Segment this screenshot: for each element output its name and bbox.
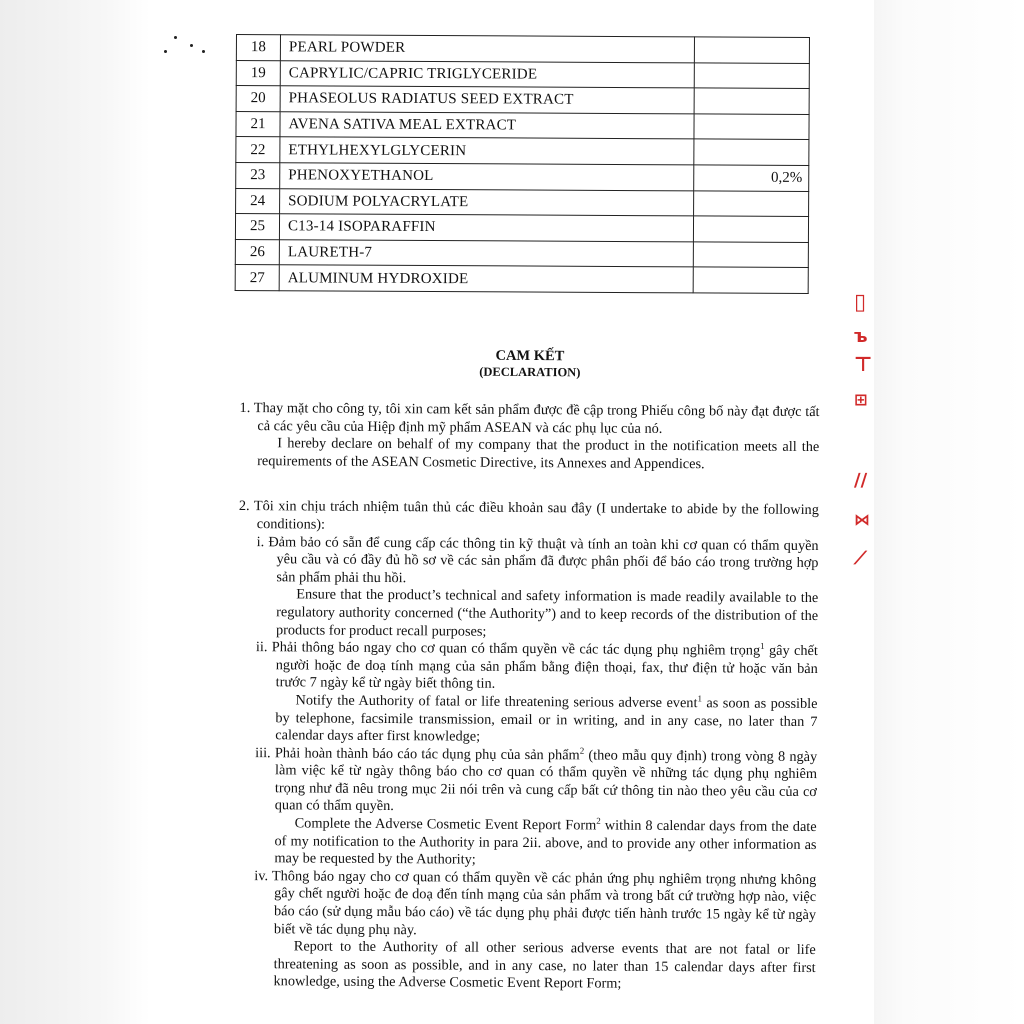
condition-iv-vietnamese: iv. Thông báo ngay cho cơ quan có thẩm quyền về các phản ứng phụ nghiêm trọng nhưng không gây chết người hoặc đe doạ đến tính mạng của sản phẩm và trong bất cứ trường hợp nào, việc báo cáo (sử dụng mẫu báo cáo) về tác dụng phụ phải được tiến hành trước 15 ngày kể từ ngày biết về tác dụng phụ này. (254, 867, 817, 938)
declaration-title: CAM KẾT (495, 347, 565, 365)
ingredient-number: 22 (236, 137, 280, 163)
condition-i-english: Ensure that the product’s technical and safety information is made readily available to the regulatory authority concerned (“the Authority”) and to keep records of the distribution of the products for product recall purposes; (275, 586, 819, 640)
scan-specks (160, 20, 220, 60)
ingredient-concentration (694, 139, 809, 165)
declaration-subtitle: (DECLARATION) (479, 364, 581, 380)
condition-iii-vietnamese: iii. Phải hoàn thành báo cáo tác dụng phụ của sản phẩm$^2$ (theo mẫu quy định) trong vòng 8 ngày làm việc kể từ ngày thông báo cho cơ quan có thẩm quyền về những tác dụng phụ nghiêm trọng như đã nêu trong mục 2ii nói trên và cung cấp bất cứ thông tin nào theo yêu cầu của cơ quan có thẩm quyền. (255, 744, 818, 815)
ingredient-number: 21 (236, 111, 280, 137)
condition-ii-english: Notify the Authority of fatal or life threatening serious adverse event$^1$ as soon as possible by telephone, facsimile transmission, email or in writing, and in any case, no later than 7 calendar days after first knowledge; (275, 692, 818, 745)
ingredient-concentration (693, 267, 808, 293)
item1-english: I hereby declare on behalf of my company that the product in the notification meets all the requirements of the ASEAN Cosmetic Directive, its Annexes and Appendices. (257, 435, 820, 473)
ingredient-name: PHENOXYETHANOL (280, 163, 694, 191)
ingredient-number: 18 (236, 35, 280, 61)
ingredient-concentration: 0,2% (694, 165, 809, 191)
page-right-shadow (874, 0, 1024, 1024)
ingredient-row (236, 137, 809, 166)
page-left-shadow (0, 0, 150, 1024)
ingredient-concentration (693, 242, 808, 268)
ingredient-row (235, 265, 808, 294)
ingredient-name: AVENA SATIVA MEAL EXTRACT (280, 112, 694, 140)
ingredient-concentration (694, 190, 809, 216)
item2-intro: 2. Tôi xin chịu trách nhiệm tuân thủ các điều khoản sau đây (I undertake to abide by the following conditions): (238, 498, 819, 533)
condition-iii-english: Complete the Adverse Cosmetic Event Report Form$^2$ within 8 calendar days from the date of my notification to the Authority in para 2ii. above, and to provide any other information as may be requested by the Authority; (274, 815, 817, 868)
ingredient-concentration (694, 114, 809, 140)
ingredient-row (235, 239, 808, 268)
declaration-section (235, 346, 819, 995)
ingredient-row (236, 188, 809, 217)
ingredient-row (235, 214, 808, 243)
ingredient-name: ALUMINUM HYDROXIDE (279, 265, 693, 293)
ingredients-table (235, 34, 810, 294)
ingredient-name: CAPRYLIC/CAPRIC TRIGLYCERIDE (280, 60, 694, 88)
red-seal-stamp-mark: ▯ ъ ⊤ ⊞ ∕∕ ⋈ ⟋ (854, 290, 873, 569)
ingredient-row (236, 35, 809, 64)
ingredient-row (236, 86, 809, 115)
ingredient-number: 19 (236, 60, 280, 86)
condition-ii-vietnamese: ii. Phải thông báo ngay cho cơ quan có thẩm quyền về các tác dụng phụ nghiêm trọng$^1$ gây chết người hoặc đe doạ tính mạng của sản phẩm bằng điện thoại, fax, thư điện tử hoặc văn bản trước 7 ngày kể từ ngày biết thông tin. (255, 639, 818, 693)
ingredient-concentration (694, 88, 809, 114)
ingredient-number: 23 (236, 162, 280, 188)
condition-iv-english: Report to the Authority of all other serious adverse events that are not fatal or life threatening as soon as possible, and in any case, no later than 15 calendar days after first knowledge, using the Adverse Cosmetic Event Report Form; (273, 938, 816, 993)
ingredient-number: 27 (235, 265, 279, 291)
item1-vietnamese: 1. Thay mặt cho công ty, tôi xin cam kết sản phẩm được đề cập trong Phiếu công bố này đạt được tất cả các yêu cầu của Hiệp định mỹ phẩm ASEAN và các phụ lục của nó. (239, 399, 820, 437)
ingredient-number: 25 (235, 214, 279, 240)
ingredient-name: LAURETH-7 (279, 239, 693, 267)
ingredient-name: PHASEOLUS RADIATUS SEED EXTRACT (280, 86, 694, 114)
ingredient-concentration (694, 62, 809, 88)
ingredient-name: ETHYLHEXYLGLYCERIN (280, 137, 694, 165)
ingredient-row (236, 111, 809, 140)
ingredient-concentration (694, 37, 809, 63)
ingredient-row (236, 60, 809, 89)
ingredient-name: SODIUM POLYACRYLATE (280, 188, 694, 216)
ingredient-name: C13-14 ISOPARAFFIN (279, 214, 693, 242)
ingredient-number: 24 (236, 188, 280, 214)
ingredient-number: 26 (235, 239, 279, 265)
condition-i-vietnamese: i. Đảm bảo có sẵn để cung cấp các thông tin kỹ thuật và tính an toàn khi cơ quan có thẩm quyền yêu cầu và có đầy đủ hồ sơ về các sản phẩm đã được phân phối để báo cáo trong trường hợp sản phẩm phải thu hồi. (256, 533, 819, 586)
ingredient-row (236, 162, 809, 191)
ingredient-name: PEARL POWDER (280, 35, 694, 63)
ingredient-number: 20 (236, 86, 280, 112)
ingredient-concentration (693, 216, 808, 242)
